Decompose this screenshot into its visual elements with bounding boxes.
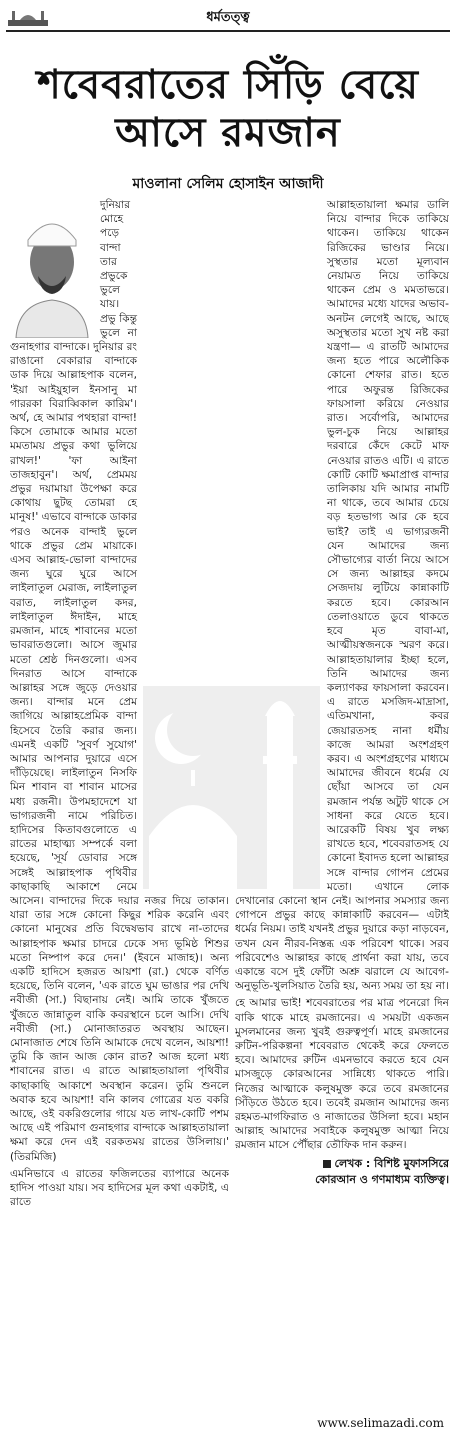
- column-left-text-end: এমনিভাবে এ রাতের ফজিলতের ব্যাপারে অনেক হাদিস পাওয়া যায়। সব হাদিসের মূল কথা একটাই, এ রাতে: [10, 1167, 229, 1209]
- moon-mosque-illustration: [143, 686, 320, 889]
- headline-line-1: শবেবরাতের সিঁড়ি বেয়ে: [37, 62, 419, 108]
- column-right-text-2: হে আমার ভাই! শবেবরাতের পর মাত্র পনেরো দিন বাকি থাকে মাহে রমজানের। এ সময়টা একজন মুসলমানের জন্য খুবই গুরুত্বপূর্ণ। মাহে রমজানের রুটিন-পরিকল্পনা শবেবরাত থেকেই করে ফেলতে হবে। আমাদের রুটিন এমনভাবে করতে হবে যেন মাসজুড়ে কোরআনের সান্নিধ্যে থাকতে পারি। নিজের আত্মাকে কলুষমুক্ত করে তবে রমজানের সিঁড়িতে উঠতে হবে। তবেই রমজান আমাদের জন্য রহমত-মাগফিরাত ও নাজাতের উসিলা হবে। মহান আল্লাহ আমাদের সবাইকে কলুষমুক্ত আত্মা নিয়ে রমজান মাসে পৌঁছার তৌফিক দান করুন।: [235, 997, 449, 1152]
- column-left-text: দুনিয়ার মোহে পড়ে বান্দা তার প্রভুকে ভুলে যায়। প্রভু কিন্তু ভুলে না গুনাহগার বান্দাকে। দুনিয়ার রং রাঙানো বেকারার বান্দাকে ডাক দিয়ে আল্লাহপাক বলেন, 'ইয়া আইয়ুহাল ইনসানু মা গাররকা বিরাব্বিকাল কারিম'। অর্থ, হে আমার পথহারা বান্দা! কিসে তোমাকে আমার মতো মমতাময় প্রভুর কথা ভুলিয়ে রাখল!' 'ফা আইনা তাজহাবুন'। অর্থ, প্রেমময় প্রভুর দয়ামায়া উপেক্ষা করে কোথায় ছুটছ তোমরা হে মানুষ!' এভাবে বান্দাকে ডাকার পরও অনেক বান্দাই ভুলে থাকে প্রভুর প্রেম মায়াকে। এসব আল্লাহ-ভোলা বান্দাদের জন্য ঘুরে ঘুরে আসে লাইলাতুল মেরাজ, লাইলাতুল বরাত, লাইলাতুল কদর, লাইলাতুল ঈদাইন, মাহে রমজান, মাহে শাবানের মতো ভাবরাতগুলো। আসে জুমার মতো শ্রেষ্ঠ দিনগুলো। এসব দিনরাত আসে বান্দাকে আল্লাহর সঙ্গে জুড়ে দেওয়ার জন্য। বান্দার মনে প্রেম জাগিয়ে আল্লাহপ্রেমিক বান্দা হিসেবে তৈরি করার জন্য। এমনই একটি 'সুবর্ণ সুযোগ' আমার আপনার দুয়ারে এসে দাঁড়িয়েছে। লাইলাতুন নিসফি মিন শাবান বা শাবান মাসের মধ্য রজনী। উপমহাদেশে যা ভাগ্যরজনী নামে পরিচিত। হাদিসের কিতাবগুলোতে এ রাতের মাহাত্ম্য সম্পর্কে বলা হয়েছে, 'সূর্য ডোবার সঙ্গে সঙ্গেই আল্লাহপাক পৃথিবীর কাছাকাছি আকাশে নেমে আসেন। বান্দাদের দিকে দয়ার নজর দিয়ে তাকান। যারা তার সঙ্গে কোনো কিছুর শরিক করেনি এবং কোনো মানুষের প্রতি বিদ্বেষভাব রাখে না-তাদের আল্লাহপাক ক্ষমার চাদরে ঢেকে সদ্য ভূমিষ্ঠ শিশুর মতো নিষ্পাপ করে দেন।' (ইবনে মাজাহ)। অন্য একটি হাদিসে হজরত আয়শা (রা.) থেকে বর্ণিত হয়েছে, তিনি বলেন, 'এক রাতে ঘুম ভাঙার পর দেখি নবীজী (সা.) বিছানায় নেই। আমি তাকে খুঁজতে খুঁজতে জান্নাতুল বাকি কবরস্থানে চলে আসি। দেখি নবীজী (সা.) মোনাজাতরত অবস্থায় আছেন। মোনাজাত শেষে তিনি আমাকে দেখে বলেন, আয়শা! তুমি কি জান আজ কোন রাত? আজ হলো মধ্য শাবানের রাত। এ রাতে আল্লাহতায়ালা পৃথিবীর কাছাকাছি আকাশে অবস্থান করেন। তুমি শুনলে অবাক হবে আয়শা! বনি কালব গোত্রের যত বকরি আছে, ওই বকরিগুলোর গায়ে যত লাখ-কোটি পশম আছে এই পরিমাণ গুনাহগার বান্দাকে আল্লাহতায়ালা ক্ষমা করে দেন এই বরকতময় রাতের উসিলায়।' (তিরমিজি): [10, 199, 229, 1163]
- bullet-square-icon: [323, 1160, 331, 1168]
- byline-line-1: লেখক : বিশিষ্ট মুফাসসিরে: [334, 1156, 449, 1170]
- section-header: [6, 4, 450, 32]
- website-link[interactable]: www.selimazadi.com: [317, 1416, 444, 1430]
- author-name: মাওলানা সেলিম হোসাইন আজাদী: [132, 176, 324, 192]
- section-name: ধর্মতত্ত্ব: [206, 10, 250, 25]
- column-right-text: আল্লাহতায়ালা ক্ষমার ডালি নিয়ে বান্দার দিকে তাকিয়ে থাকেন। তাকিয়ে থাকেন রিজিকের ভাণ্ডার নিয়ে। সুস্থতার মতো মূল্যবান নেয়ামত নিয়ে তাকিয়ে থাকেন প্রেম ও মমতাভরে। আমাদের মধ্যে যাদের অভাব-অনটন লেগেই আছে, আছে অসুস্থতার মতো সুখ নষ্ট করা যন্ত্রণা— এ রাতটি আমাদের জন্য হতে পারে অলৌকিক কোনো শেফার রাত। হতে পারে অফুরন্ত রিজিকের ফায়সালা করিয়ে নেওয়ার রাত। সর্বোপরি, আমাদের ভুল-চুক নিয়ে আল্লাহর দরবারে কেঁদে কেটে মাফ নেওয়ার রাতও এটি। এ রাতে কোটি কোটি ক্ষমাপ্রাপ্ত বান্দার তালিকায় যদি আমার নামটি না থাকে, তবে আমার চেয়ে বড় হতভাগ্য আর কে হবে ভাই? তাই এ ভাগ্যরজনী যেন আমাদের জন্য সৌভাগ্যের বার্তা নিয়ে আসে সে জন্য আল্লাহর কদমে সেজদায় লুটিয়ে কান্নাকাটি করতে হবে। কোরআন তেলাওয়াতে ডুবে থাকতে হবে মৃত বাবা-মা, আত্মীয়স্বজনকে স্মরণ করে। আল্লাহতায়ালার ইচ্ছা হলে, তিনি আমাদের জন্য কল্যাণকর ফায়সালা করবেন। এ রাতে মসজিদ-মাদ্রাসা, এতিমখানা, কবর জেয়ারতসহ নানা ধর্মীয় কাজে আমরা অংশগ্রহণ করব। এ অংশগ্রহণের মাধ্যমে আমাদের জীবনে ধর্মের যে ছোঁয়া আসবে তা যেন রমজান পর্যন্ত অটুট থাকে সে সাধনা করে যেতে হবে। আরেকটি বিষয় খুব লক্ষ্য রাখতে হবে, শবেবরাতসহ যে কোনো ইবাদত হলো আল্লাহর সঙ্গে বান্দার গোপন প্রেমের মতো। এখানে লোক দেখানোর কোনো স্থান নেই। আপনার সমস্যার জন্য গোপনে প্রভুর কাছে কান্নাকাটি করবেন— এটাই ধর্মের নিয়ম। তাই যখনই প্রভুর দুয়ারে কড়া নাড়বেন, তখন যেন নীরব-নিস্তব্ধ এক পরিবেশ থাকে। সরব পরিবেশেও আল্লাহর কাছে প্রার্থনা করা যায়, তবে একান্তে বসে দুই ফোঁটা অশ্রু ঝরালে যে আবেগ-অনুভূতি-খুলসিয়াত তৈরি হয়, অন্য সময় তা হয় না।: [235, 199, 449, 993]
- author-byline: [235, 1156, 449, 1188]
- byline-line-2: কোরআন ও গণমাধ্যম ব্যক্তিত্ব।: [315, 1172, 449, 1186]
- author-photo: [10, 200, 94, 338]
- headline-line-2: আসে রমজান: [115, 110, 341, 156]
